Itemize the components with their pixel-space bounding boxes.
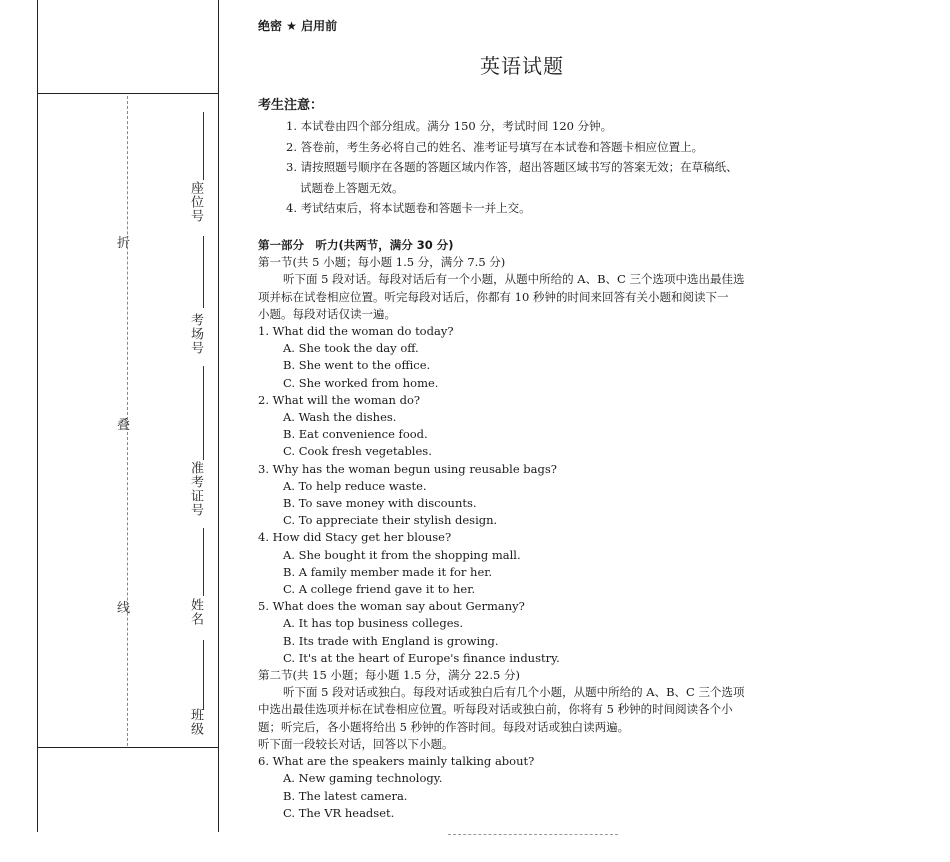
- confidential-mark: 绝密 ★ 启用前: [258, 19, 338, 33]
- seat-number-blank[interactable]: [203, 112, 204, 180]
- q2-option-a: A. Wash the dishes.: [283, 410, 397, 425]
- q6-option-c: C. The VR headset.: [283, 805, 395, 820]
- fold-char-2: 叠: [117, 418, 131, 433]
- q4-option-a: A. She bought it from the shopping mall.: [283, 547, 521, 562]
- question-3: 3. Why has the woman begun using reusable bags?: [258, 461, 557, 476]
- admission-number-blank[interactable]: [203, 366, 204, 460]
- q5-option-c: C. It's at the heart of Europe's finance industry.: [283, 650, 560, 665]
- section2-instruction-3: 题；听完后，各小题将给出 5 秒钟的作答时间。每段对话或独白读两遍。: [258, 719, 630, 734]
- section2-heading: 第二节(共 15 小题；每小题 1.5 分，满分 22.5 分): [258, 668, 520, 683]
- notice-heading: 考生注意：: [258, 98, 324, 113]
- fold-char-1: 折: [117, 236, 131, 251]
- exam-room-blank[interactable]: [203, 236, 204, 308]
- section2-instruction-1: 听下面 5 段对话或独白。每段对话或独白后有几个小题，从题中所给的 A、B、C 三个选项: [283, 685, 745, 700]
- question-5: 5. What does the woman say about Germany?: [258, 599, 525, 614]
- notice-item-1: 1. 本试卷由四个部分组成。满分 150 分，考试时间 120 分钟。: [286, 119, 613, 133]
- question-2: 2. What will the woman do?: [258, 392, 421, 407]
- page-footer-cut: [448, 834, 618, 839]
- q5-option-b: B. Its trade with England is growing.: [283, 633, 499, 648]
- class-label: 班级: [188, 708, 203, 736]
- section2-instruction-2: 中选出最佳选项并标在试卷相应位置。听每段对话或独白前，你将有 5 秒钟的时间阅读各个小: [258, 702, 733, 717]
- q2-option-c: C. Cook fresh vegetables.: [283, 444, 432, 459]
- margin-bottom-rule: [37, 747, 219, 748]
- q1-option-b: B. She went to the office.: [283, 358, 431, 373]
- fold-char-3: 线: [117, 601, 131, 616]
- q3-option-a: A. To help reduce waste.: [283, 478, 427, 493]
- exam-body: [258, 237, 818, 822]
- question-6: 6. What are the speakers mainly talking about?: [258, 754, 535, 769]
- q6-option-b: B. The latest camera.: [283, 788, 408, 803]
- question-1: 1. What did the woman do today?: [258, 324, 454, 339]
- notice-item-2: 2. 答卷前，考生务必将自己的姓名、准考证号填写在本试卷和答题卡相应位置上。: [286, 139, 704, 154]
- section1-heading: 第一节(共 5 小题；每小题 1.5 分，满分 7.5 分): [258, 255, 506, 270]
- q4-option-c: C. A college friend gave it to her.: [283, 582, 476, 597]
- name-blank[interactable]: [203, 528, 204, 596]
- q2-option-b: B. Eat convenience food.: [283, 427, 428, 442]
- seat-number-label: 座位号: [188, 181, 203, 223]
- exam-room-label: 考场号: [188, 313, 203, 355]
- class-blank[interactable]: [203, 640, 204, 710]
- margin-top-rule: [37, 93, 219, 94]
- q3-option-b: B. To save money with discounts.: [283, 496, 477, 511]
- section1-instruction-2: 项并标在试卷相应位置。听完每段对话后，你都有 10 秒钟的时间来回答有关小题和阅读下一: [258, 289, 729, 304]
- question-6-lead: 听下面一段较长对话，回答以下小题。: [258, 736, 454, 751]
- q6-option-a: A. New gaming technology.: [283, 771, 443, 786]
- notice-list: [286, 116, 816, 219]
- q4-option-b: B. A family member made it for her.: [283, 564, 493, 579]
- q1-option-c: C. She worked from home.: [283, 375, 439, 390]
- page-title: 英语试题: [480, 54, 564, 78]
- margin-right-rule: [218, 0, 219, 832]
- q1-option-a: A. She took the day off.: [283, 341, 419, 356]
- question-4: 4. How did Stacy get her blouse?: [258, 530, 452, 545]
- q5-option-a: A. It has top business colleges.: [283, 616, 464, 631]
- notice-item-3: 3. 请按照题号顺序在各题的答题区域内作答，超出答题区域书写的答案无效；在草稿纸、: [286, 160, 738, 174]
- notice-item-4: 4. 考试结束后，将本试题卷和答题卡一并上交。: [286, 201, 531, 215]
- notice-item-3-cont: 试题卷上答题无效。: [300, 180, 404, 195]
- part1-heading: 第一部分 听力(共两节，满分 30 分): [258, 238, 454, 252]
- margin-left-rule: [37, 0, 38, 832]
- binding-margin: [0, 0, 225, 862]
- q3-option-c: C. To appreciate their stylish design.: [283, 513, 498, 528]
- section1-instruction-3: 小题。每段对话仅读一遍。: [258, 306, 396, 321]
- section1-instruction-1: 听下面 5 段对话。每段对话后有一个小题，从题中所给的 A、B、C 三个选项中选出最佳选: [283, 272, 745, 287]
- admission-number-label: 准考证号: [188, 461, 203, 517]
- name-label: 姓名: [188, 598, 203, 626]
